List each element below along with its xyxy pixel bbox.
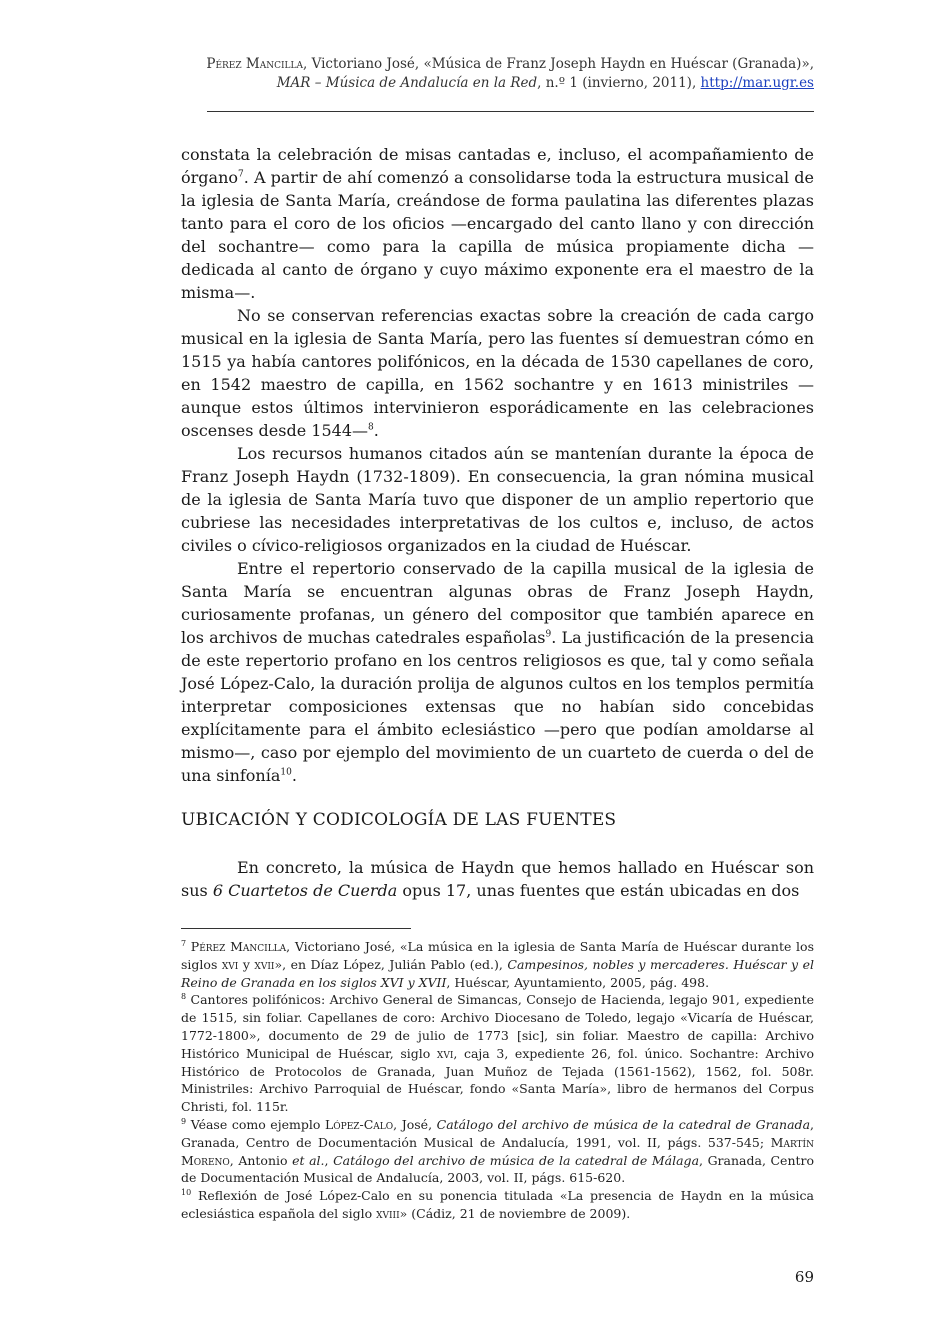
- footnote-8-text-1: Cantores polifónicos: Archivo General de Simancas, Consejo de Hacienda, legajo 901, expediente de 1515, sin foliar. Capellanes de coro: Archivo Diocesano de Toledo, legajo «Vicaría de Huéscar, 1772-1800», documento de 29 de julio de 1773 [sic], sin foliar. Maestro de capilla: Archivo Histórico Municipal de Huéscar, siglo: [181, 992, 814, 1061]
- footnote-7-author: Pérez Mancilla: [190, 939, 287, 954]
- footnote-10-century: xviii: [376, 1205, 400, 1221]
- footnote-10-text-1: Reflexión de José López-Calo en su ponencia titulada «La presencia de Haydn en la música eclesiástica española del siglo: [181, 1188, 814, 1221]
- work-title: 6 Cuartetos de Cuerda: [212, 881, 398, 900]
- footnote-7-book-title: Campesinos, nobles y mercaderes. Huéscar y el Reino de Granada en los siglos XVI y XVII: [181, 956, 814, 990]
- paragraph-2-text-a: No se conservan referencias exactas sobre la creación de cada cargo musical en la iglesia de Santa María, pero las fuentes sí demuestran cómo en 1515 ya había cantores polifónicos, en la década de 1530 capellanes de coro, en 1542 maestro de capilla, en 1562 sochantre y en 1613 ministriles —aunque estos últimos intervinieron esporádicamente en las celebraciones oscenses desde 1544—: [181, 306, 814, 440]
- header-journal: MAR – Música de Andalucía en la Red: [276, 75, 538, 91]
- footnote-9-text-5: ,: [324, 1152, 334, 1168]
- paragraph-4-text-a: Entre el repertorio conservado de la capilla musical de la iglesia de Santa María se encuentran algunas obras de Franz Joseph Haydn, curiosamente profanas, un género del compositor que también aparece en los archivos de muchas catedrales españolas: [181, 559, 814, 647]
- footnote-ref-8[interactable]: 8: [368, 422, 374, 433]
- body-text-section: [181, 856, 814, 902]
- footnote-number: 9: [181, 1116, 187, 1126]
- footnote-ref-10[interactable]: 10: [280, 767, 292, 778]
- footnote-ref-9[interactable]: 9: [545, 629, 552, 640]
- footnote-7-text-2: y: [238, 956, 255, 972]
- paragraph-3: Los recursos humanos citados aún se mantenían durante la época de Franz Joseph Haydn (1732-1809). En consecuencia, la gran nómina musical de la iglesia de Santa María tuvo que disponer de un amplio repertorio que cubriese las necesidades interpretativas de los cultos e, incluso, de actos civiles o cívico-religiosos organizados en la ciudad de Huéscar.: [181, 444, 814, 555]
- footnote-7-text-4: , Huéscar, Ayuntamiento, 2005, pág. 498.: [446, 974, 710, 990]
- footnote-7-text-1: , Victoriano José, «La música en la iglesia de Santa María de Huéscar durante los siglos: [181, 939, 814, 972]
- footnote-9: [181, 1116, 814, 1187]
- footnotes: [181, 938, 814, 1223]
- paragraph-1: [181, 143, 814, 304]
- footnote-9-text-6: , Granada, Centro de Documentación Musical de Andalucía, 2003, vol. II, págs. 615-620.: [181, 1152, 815, 1186]
- header-line-1: [200, 55, 814, 74]
- paragraph-4: [181, 557, 814, 787]
- body-text: [181, 143, 814, 787]
- header-author: Pérez Mancilla: [206, 56, 303, 72]
- paragraph-2: [181, 304, 814, 442]
- page-number: 69: [794, 1268, 814, 1286]
- footnote-7-text-3: », en Díaz López, Julián Pablo (ed.),: [274, 956, 508, 972]
- header-line-2: [200, 74, 814, 93]
- paragraph-5-text-b: opus 17, unas fuentes que están ubicadas en dos: [397, 881, 800, 900]
- section-heading: UBICACIÓN Y CODICOLOGÍA DE LAS FUENTES: [181, 810, 617, 830]
- header-article: , Victoriano José, «Música de Franz Joseph Haydn en Huéscar (Granada)»,: [303, 56, 814, 72]
- footnote-9-book-title-2: Catálogo del archivo de música de la catedral de Málaga: [333, 1152, 700, 1168]
- footnote-8-century: xvi: [436, 1045, 454, 1061]
- footnote-number: 10: [181, 1188, 192, 1197]
- footnote-7: [181, 938, 814, 991]
- footnote-9-text-2: , José,: [393, 1116, 437, 1132]
- footnote-9-author-1: López-Calo: [324, 1116, 394, 1132]
- paragraph-4-text-c: .: [291, 766, 297, 785]
- footnote-9-et-al: et al.: [292, 1152, 325, 1168]
- footnote-9-author-2: Martín Moreno: [181, 1134, 814, 1168]
- footnote-10-text-2: » (Cádiz, 21 de noviembre de 2009).: [399, 1205, 631, 1221]
- footnote-9-book-title-1: Catálogo del archivo de música de la catedral de Granada: [436, 1116, 811, 1132]
- paragraph-4-text-b: . La justificación de la presencia de este repertorio profano en los centros religiosos es que, tal y como señala José López-Calo, la duración prolija de algunos cultos en los templos permitía interpretar composiciones extensas que no habían sido concebidas explícitamente para el ámbito eclesiástico —pero que podían amoldarse al mismo—, caso por ejemplo del movimiento de un cuarteto de cuerda o del de una sinfonía: [181, 628, 815, 785]
- footnote-8: [181, 991, 814, 1116]
- footnote-9-text-4: , Antonio: [229, 1152, 293, 1168]
- footnote-number: 7: [181, 938, 187, 948]
- footnote-divider: [181, 928, 411, 929]
- footnote-8-text-2: , caja 3, expediente 26, fol. único. Sochantre: Archivo Histórico de Protocolos de Granada, Juan Muñoz de Tejada (1561-1562), 1562, fol. 508r. Ministriles: Archivo Parroquial de Huéscar, fondo «Santa María», libro de hermanos del Corpus Christi, fol. 115r.: [181, 1045, 814, 1115]
- paragraph-5: [181, 856, 814, 902]
- paragraph-1-text-a: constata la celebración de misas cantadas e, incluso, el acompañamiento de órgano: [181, 145, 814, 187]
- header-url-link[interactable]: http://mar.ugr.es: [700, 75, 814, 91]
- footnote-7-century-1: xvi: [221, 956, 239, 972]
- paragraph-5-text-a: En concreto, la música de Haydn que hemos hallado en Huéscar son sus: [181, 858, 814, 900]
- footnote-number: 8: [181, 992, 187, 1002]
- footnote-7-century-2: xvii: [254, 956, 275, 972]
- footnote-ref-7[interactable]: 7: [238, 169, 244, 180]
- footnote-9-text-3: , Granada, Centro de Documentación Musical de Andalucía, 1991, vol. II, págs. 537-545;: [181, 1116, 814, 1150]
- footnote-9-text-1: Véase como ejemplo: [190, 1116, 325, 1132]
- header-divider: [207, 111, 814, 112]
- paragraph-2-text-b: .: [373, 421, 379, 440]
- header-issue: , n.º 1 (invierno, 2011),: [537, 75, 701, 91]
- running-header: [200, 55, 814, 93]
- footnote-10: [181, 1187, 814, 1223]
- paragraph-1-text-b: . A partir de ahí comenzó a consolidarse toda la estructura musical de la iglesia de Santa María, creándose de forma paulatina las diferentes plazas tanto para el coro de los oficios —encargado del canto llano y con dirección del sochantre— como para la capilla de música propiamente dicha —dedicada al canto de órgano y cuyo máximo exponente era el maestro de la misma—.: [181, 168, 814, 302]
